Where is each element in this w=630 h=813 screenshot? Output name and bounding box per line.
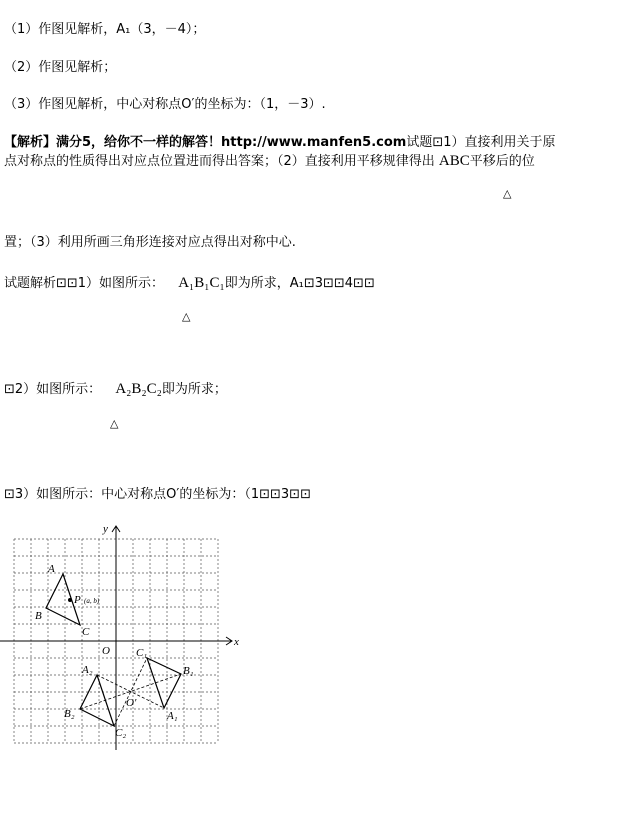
answer-line-3: （3）作图见解析，中心对称点O′的坐标为：（1，－3）. <box>4 97 326 112</box>
label-p-coords: (a, b) <box>84 597 100 605</box>
analysis-line-3: 置；（3）利用所画三角形连接对应点得出对称中心. <box>4 235 296 250</box>
origin-label: O <box>102 645 110 657</box>
triangle-symbol: △ <box>182 310 191 323</box>
label-a: A <box>48 563 55 575</box>
x-axis-label: x <box>234 636 239 648</box>
label-c2: C₂ <box>115 727 127 739</box>
label-c1: C₁ <box>136 647 148 659</box>
analysis-line-1-rest: 试题⊡1）直接利用关于原 <box>406 135 556 150</box>
solution-line-3: ⊡3）如图所示：中心对称点O′的坐标为：（1⊡⊡3⊡⊡ <box>4 487 311 502</box>
solution-line-1 <box>4 275 375 292</box>
triangle-a2b2c2 <box>80 675 114 726</box>
answer-line-1: （1）作图见解析，A₁（3，－4）； <box>4 22 206 37</box>
label-b2: B₂ <box>64 708 75 720</box>
abc-label: ABC <box>438 153 470 169</box>
y-axis-label: y <box>103 523 108 535</box>
triangle-a1b1c1: A₁B₁C₁ <box>178 275 225 291</box>
label-b1: B₁ <box>183 665 194 677</box>
axes <box>0 526 232 750</box>
solution-2-suffix: 即为所求； <box>161 382 227 397</box>
label-p: P <box>74 594 81 606</box>
triangle-symbol: △ <box>503 187 512 200</box>
solution-1-suffix: 即为所求，A₁⊡3⊡⊡4⊡⊡ <box>224 276 375 291</box>
analysis-line-2-end: 平移后的位 <box>469 154 535 169</box>
solution-1-prefix: 试题解析⊡⊡1）如图所示： <box>4 276 165 291</box>
label-a2: A₂ <box>82 664 93 676</box>
solution-line-2 <box>4 381 227 398</box>
label-c: C <box>82 626 90 638</box>
triangle-a1b1c1 <box>147 658 181 708</box>
analysis-line-2-text: 点对称点的性质得出对应点位置进而得出答案；（2）直接利用平移规律得出 <box>4 154 435 169</box>
label-b: B <box>35 610 42 622</box>
analysis-tag: 【解析】满分5，给你不一样的解答！http://www.manfen5.com <box>4 135 407 150</box>
analysis-line-2 <box>4 153 535 170</box>
solution-2-prefix: ⊡2）如图所示： <box>4 382 102 397</box>
answer-line-2: （2）作图见解析； <box>4 60 117 75</box>
label-o-prime: O′ <box>126 697 137 709</box>
triangle-symbol: △ <box>110 417 119 430</box>
point-p <box>68 598 72 602</box>
coordinate-figure <box>0 520 250 755</box>
label-a1: A₁ <box>167 710 178 722</box>
triangle-a2b2c2: A₂B₂C₂ <box>115 381 162 397</box>
analysis-line-1 <box>4 135 556 151</box>
